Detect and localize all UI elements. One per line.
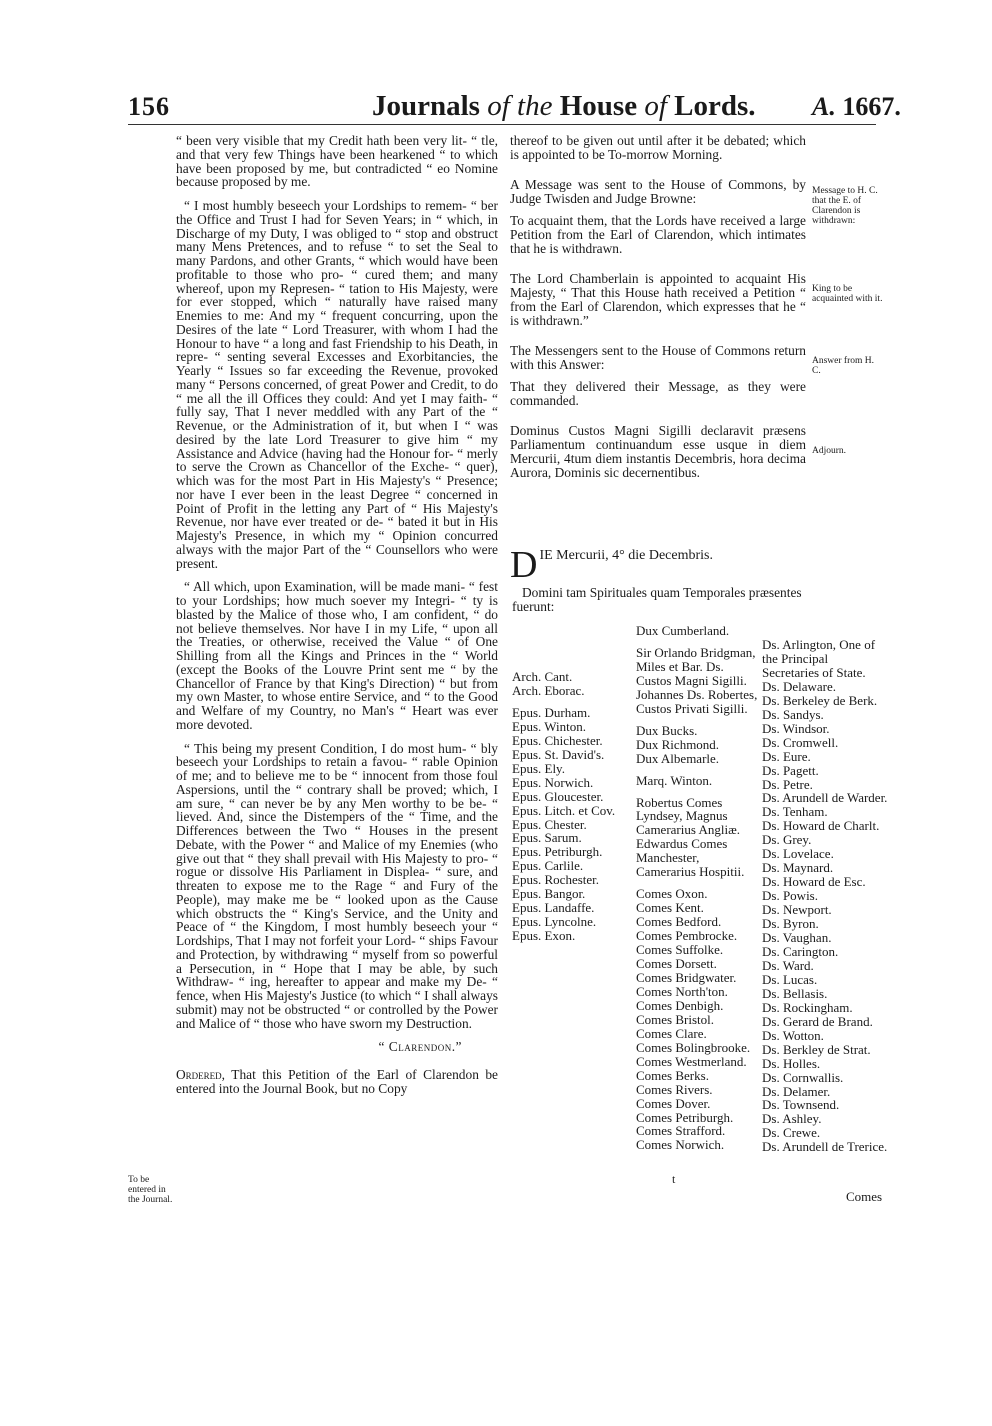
list-item: Ds. Newport. (762, 902, 832, 918)
list-item: Comes Westmerland. (636, 1053, 747, 1069)
list-item: Ds. Ward. (762, 957, 814, 973)
margin-note-entered: To be entered in the Journal. (128, 1175, 173, 1205)
list-item: Ds. Vaughan. (762, 930, 832, 946)
list-item-dux-cumberland: Dux Cumberland. (636, 623, 730, 638)
list-item: Epus. Landaffe. (512, 900, 595, 916)
list-item: Ds. Townsend. (762, 1097, 840, 1113)
list-item: Ds. Bellasis. (762, 985, 828, 1001)
list-item: Ds. Holles. (762, 1055, 821, 1071)
list-item: Ds. Delaware. (762, 678, 836, 694)
running-title (372, 90, 756, 123)
list-item: Comes Clare. (636, 1025, 707, 1041)
margin-note-adjourn: Adjourn. (812, 446, 847, 456)
list-item-manchester: Edwardus Comes Manchester, Camerarius Hospitii. (636, 836, 745, 880)
list-item: Ds. Pagett. (762, 762, 819, 778)
list-item: Comes Suffolke. (636, 942, 724, 958)
year-heading (812, 92, 901, 122)
list-item: Epus. Chester. (512, 816, 587, 832)
list-item: Epus. Petriburgh. (512, 844, 603, 860)
delivered-paragraph: That they delivered their Message, as they were commanded. (510, 379, 806, 408)
bishops-list (512, 670, 630, 943)
list-item: Ds. Carington. (762, 943, 839, 959)
list-item-marquess: Marq. Winton. (636, 772, 713, 788)
list-item: Ds. Berkeley de Berk. (762, 692, 878, 708)
list-item: Comes Bolingbrooke. (636, 1039, 751, 1055)
margin-note-answer: Answer from H. C. (812, 356, 875, 376)
list-item: Ds. Wotton. (762, 1027, 824, 1043)
list-item: Ds. Cornwallis. (762, 1069, 844, 1085)
list-item: Ds. Eure. (762, 748, 811, 764)
list-item: Ds. Arundell de Warder. (762, 790, 888, 806)
title-word-of-the: of the (487, 90, 553, 122)
list-item: Epus. Rochester. (512, 872, 600, 888)
list-item: Ds. Grey. (762, 832, 812, 848)
list-item: Ds. Maynard. (762, 860, 834, 876)
list-item: Epus. Durham. (512, 704, 591, 720)
list-item: Ds. Gerard de Brand. (762, 1013, 873, 1029)
sitting-date: IE Mercurii, 4° die Decembris. (539, 548, 713, 563)
domini-line: Domini tam Spirituales quam Temporales præsentes fuerunt: (512, 585, 802, 614)
list-item-arlington: Ds. Arlington, One of the Principal Secretaries of State. (762, 637, 876, 680)
list-item: Ds. Delamer. (762, 1083, 831, 1099)
drop-capital: D (510, 544, 538, 586)
list-item: Comes Denbigh. (636, 997, 724, 1013)
list-item: Ds. Lucas. (762, 971, 818, 987)
list-item: Ds. Rockingham. (762, 999, 853, 1015)
ordered-word: Ordered, (176, 1067, 226, 1082)
margin-note-message: Message to H. C. that the E. of Clarendon is withdrawn: (812, 186, 878, 226)
ordered-text: That this Petition of the Earl of Clarendon be entered into the Journal Book, but no Copy (176, 1067, 498, 1096)
list-item: Ds. Sandys. (762, 706, 824, 722)
list-item-dux-bucks: Dux Bucks. (636, 722, 698, 738)
list-item: Arch. Cant. (512, 669, 573, 684)
list-item-roberts: Johannes Ds. Robertes, Custos Privati Sigilli. (636, 686, 758, 716)
list-item: Comes Strafford. (636, 1123, 726, 1139)
list-item: Arch. Eborac. (512, 682, 585, 698)
list-item: Ds. Howard de Charlt. (762, 818, 880, 834)
list-item: Comes Norwich. (636, 1137, 725, 1153)
list-item-orlando: Sir Orlando Bridgman, Miles et Bar. Ds. Custos Magni Sigilli. (636, 644, 756, 688)
signature-mark: t (672, 1172, 676, 1186)
list-item: Epus. Chichester. (512, 732, 603, 748)
list-item: Ds. Windsor. (762, 720, 830, 736)
list-item: Comes Petriburgh. (636, 1109, 734, 1125)
list-item: Comes Bedford. (636, 914, 722, 930)
right-column (510, 134, 806, 488)
title-word-house: House (559, 90, 638, 122)
list-item-lyndsey: Robertus Comes Lyndsey, Magnus Camerarius Angliæ. (636, 794, 740, 838)
list-item: Ds. Arundell de Trerice. (762, 1139, 888, 1155)
list-item: Comes Rivers. (636, 1081, 713, 1097)
list-item: Epus. Sarum. (512, 830, 582, 846)
barons-list (762, 638, 888, 1154)
list-item: Comes Bridgwater. (636, 969, 737, 985)
title-word-journals: Journals (372, 90, 480, 122)
petition-paragraph-1: “ been very visible that my Credit hath been very lit- “ tle, and that very few Things have been hearkened “ to which have been proposed by me, but contradicted “ eo Nomine because proposed by me. (176, 133, 498, 190)
list-item: Ds. Petre. (762, 776, 813, 792)
list-item: Epus. Bangor. (512, 886, 586, 902)
list-item: Ds. Cromwell. (762, 734, 839, 750)
order-paragraph (176, 1068, 498, 1096)
page-number: 156 (128, 92, 170, 121)
list-item: Comes Dover. (636, 1095, 711, 1111)
left-column (176, 134, 498, 1106)
petition-paragraph-2: “ I most humbly beseech your Lordships to remem- “ ber the Office and Trust I had for Seven Years; in “ which, in Discharge of my Duty, I was obliged to “ stop and obstruct many Mens Pretences, and to refuse “ to set the Seal to many Pardons, and other Grants, “ which would have been profitable to those who pro- “ cured them; and many whereof, upon my Represen- “ tation to His Majesty, were for ever stopped, which “ naturally have raised many Enemies to me: And my “ frequent concurring, upon the Desires of the late “ Lord Treasurer, with whom I had the Honour to have “ a long and fast Friendship to his Death, in repre- “ senting several Excesses and Exorbitancies, the Yearly “ Issues so far exceeding the Revenue, provoked many “ Persons concerned, of great Power and Credit, to do “ me all the ill Offices they could: And yet I may faith- “ fully say, That I never meddled with any Part of the “ Revenue, or the Administration of it, but when I “ was desired by the late Lord Treasurer to give him “ my Assistance and Advice (having had the Honour for- “ merly to serve the Crown as Chancellor of the Exche- “ quer), which was for the most Part in His Majesty's “ Presence; nor have I ever been in the least Degree “ concerned in Point of Profit in the letting any Part of “ His Majesty's Revenue, nor have ever treated or de- “ bated it but in His Majesty's Presence, in which my “ Opinion concurred always with the major Part of the “ Counsellors who were present. (176, 198, 498, 571)
list-item: Epus. Litch. et Cov. (512, 802, 616, 818)
list-item: Epus. Exon. (512, 928, 576, 944)
chamberlain-paragraph: The Lord Chamberlain is appointed to acquaint His Majesty, “ That this House hath received a Petition “ from the Earl of Clarendon, which expresses that he “ is withdrawn.” (510, 271, 806, 328)
list-item: Ds. Tenham. (762, 804, 828, 820)
list-item: Epus. Lyncolne. (512, 914, 597, 930)
list-item: Epus. Gloucester. (512, 788, 604, 804)
list-item: Epus. Carlile. (512, 858, 584, 874)
year-value: 1667. (842, 92, 901, 121)
list-item: Ds. Ashley. (762, 1111, 822, 1127)
list-item-dux-albemarle: Dux Albemarle. (636, 750, 720, 766)
list-item: Comes North'ton. (636, 983, 728, 999)
header-rule (128, 124, 876, 125)
sitting-heading (510, 544, 880, 586)
year-prefix: A. (812, 92, 836, 121)
margin-note-king: King to be acquainted with it. (812, 284, 883, 304)
list-item: Ds. Byron. (762, 916, 819, 932)
debate-paragraph: thereof to be given out until after it be debated; which is appointed to be To-morrow Morning. (510, 133, 806, 162)
list-item: Ds. Powis. (762, 888, 818, 904)
list-item: Comes Berks. (636, 1067, 709, 1083)
catchword: Comes (846, 1189, 883, 1204)
petition-paragraph-4: “ This being my present Condition, I do most hum- “ bly beseech your Lordships to retain a favou- “ rable Opinion of me; and to believe me to be “ innocent from those foul Aspersions, until the “ contrary shall be proved; which, I am sure, “ can never be by any Men worthy to be be- “ lieved. And, since the Distempers of the “ Time, and the Differences between the Two “ Houses in the present Debate, with the Power “ and Malice of my Enemies (who give out that “ they shall prevail with His Majesty to pro- “ rogue or dissolve His Parliament in Displea- “ sure, and threaten to expose me to the Rage “ and Fury of the People), may make me be “ looked upon as the Cause which obstructs the “ King's Service, and the Unity and Peace of “ the Kingdom, I most humbly beseech your “ Lordships, That I may not forfeit your Lord- “ ships Favour and Protection, by withdrawing “ myself from so powerful a Persecution, in “ Hope that I may be able, by such Withdraw- “ ing, hereafter to appear and make my De- “ fence, when His Majesty's Justice (to which “ I shall always submit) may not be obstructed “ or controlled by the Power and Malice of “ those who have sworn my Destruction. (176, 740, 498, 1031)
acquaint-paragraph: To acquaint them, that the Lords have received a large Petition from the Earl of Clarendon, which intimates that he is withdrawn. (510, 213, 806, 256)
list-item: Ds. Howard de Esc. (762, 874, 866, 890)
list-item: Ds. Crewe. (762, 1125, 821, 1141)
list-item: Comes Oxon. (636, 886, 708, 902)
petition-paragraph-3: “ All which, upon Examination, will be made mani- “ fest to your Lordships; how much soever my Integri- “ ty is blasted by the Malice of those who, I am confident, “ do not believe themselves. Nor have I in my Life, “ upon all the Treaties, or otherwise, received the Value “ of One Shilling from all the Kings and Princes in the “ World (except the Books of the Louvre Print sent me “ by the Chancellor of France by that King's Direction) “ but from my own Master, to whose entire Service, and “ to the Good and Welfare of my Country, no Man's “ Heart was ever more devoted. (176, 579, 498, 732)
title-word-of: of (644, 90, 667, 122)
list-item: Epus. Ely. (512, 760, 565, 776)
list-item: Comes Kent. (636, 900, 704, 916)
adjournment-paragraph: Dominus Custos Magni Sigilli declaravit præsens Parliamentum continuandum esse usque in diem Mercurii, 4tum diem instantis Decembris, hora decima Aurora, Dominis sic decernentibus. (510, 423, 806, 480)
list-item: Epus. Winton. (512, 718, 586, 734)
title-word-lords: Lords. (674, 90, 756, 122)
list-item: Epus. St. David's. (512, 746, 605, 762)
petition-signature: “ Clarendon.” (378, 1039, 462, 1055)
messengers-paragraph: The Messengers sent to the House of Commons return with this Answer: (510, 343, 806, 372)
list-item: Comes Bristol. (636, 1011, 715, 1027)
message-paragraph: A Message was sent to the House of Commons, by Judge Twisden and Judge Browne: (510, 177, 806, 206)
list-item: Ds. Lovelace. (762, 846, 834, 862)
list-item: Ds. Berkley de Strat. (762, 1041, 871, 1057)
list-item: Comes Pembrocke. (636, 928, 738, 944)
list-item-dux-richmond: Dux Richmond. (636, 736, 720, 752)
officers-list (636, 624, 760, 1152)
list-item: Comes Dorsett. (636, 956, 717, 972)
list-item: Epus. Norwich. (512, 774, 594, 790)
